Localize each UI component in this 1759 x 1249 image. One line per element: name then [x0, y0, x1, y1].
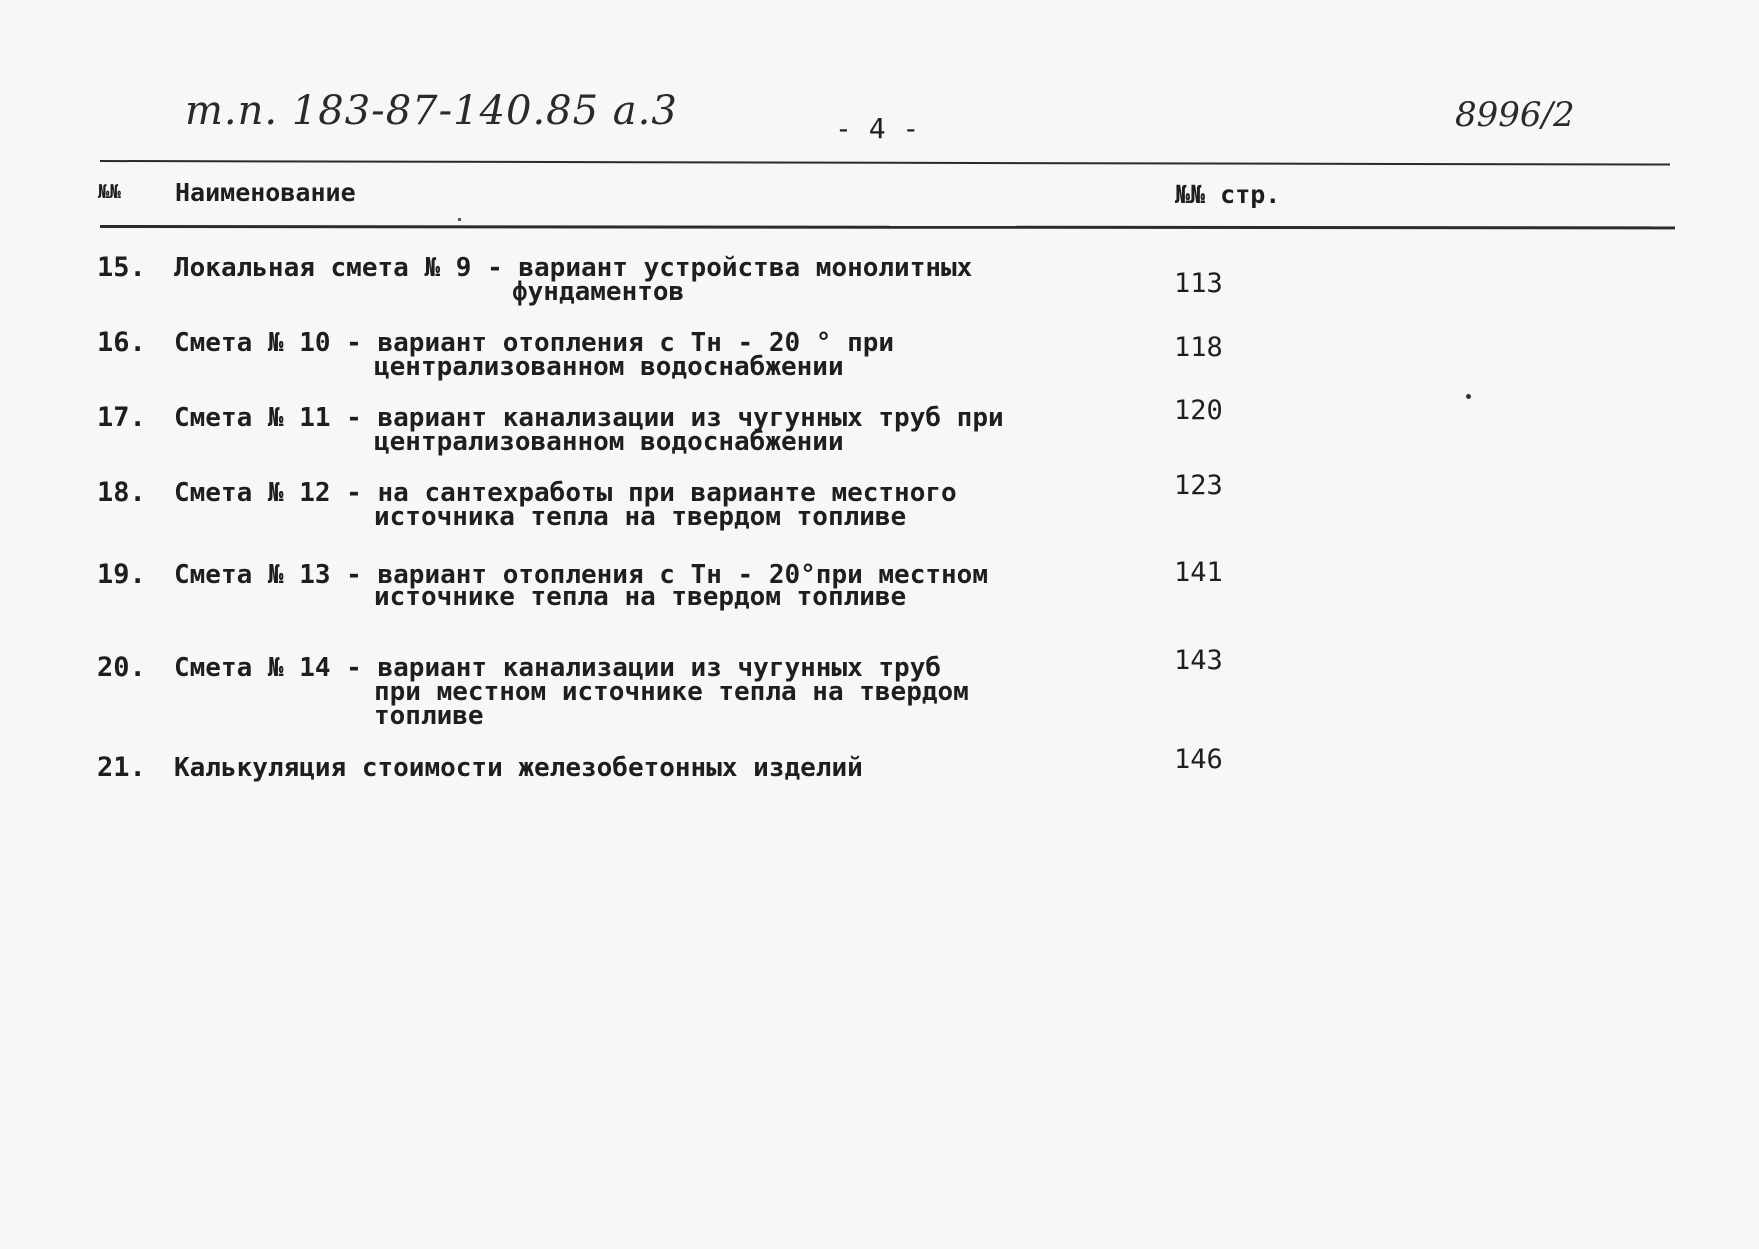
- row-number: 19.: [97, 559, 146, 590]
- row-number: 15.: [97, 252, 146, 283]
- row-number: 21.: [97, 752, 146, 783]
- row-title: Смета № 11 - вариант канализации из чугунных труб при: [174, 403, 1004, 433]
- row-page: 146: [1174, 744, 1223, 775]
- document-number: 8996/2: [1455, 95, 1575, 135]
- row-title-continuation: централизованном водоснабжении: [374, 352, 844, 382]
- row-page: 118: [1174, 332, 1223, 363]
- row-page: 143: [1174, 645, 1223, 676]
- row-title: Смета № 12 - на сантехработы при варианте местного: [174, 478, 957, 508]
- row-page: 123: [1174, 470, 1223, 501]
- row-title: Калькуляция стоимости железобетонных изделий: [174, 753, 863, 783]
- row-title-continuation: топливе: [374, 701, 484, 731]
- row-page: 120: [1174, 395, 1223, 426]
- row-number: 16.: [97, 327, 146, 358]
- column-header-number: №№: [98, 181, 121, 203]
- column-header-name: Наименование: [175, 178, 356, 207]
- scan-speck: [1466, 394, 1471, 399]
- row-title-continuation: источнике тепла на твердом топливе: [374, 582, 907, 612]
- document-code: т.п. 183-87-140.85 а.3: [185, 88, 678, 134]
- scan-speck: [458, 218, 461, 221]
- row-title: Смета № 14 - вариант канализации из чугунных труб: [174, 653, 942, 683]
- row-title-continuation: источника тепла на твердом топливе: [374, 502, 907, 532]
- row-title-continuation: централизованном водоснабжении: [374, 427, 844, 457]
- row-page: 141: [1174, 557, 1223, 588]
- page-number: - 4 -: [835, 112, 920, 145]
- row-number: 17.: [97, 402, 146, 433]
- table-header-rule: [100, 225, 1675, 229]
- row-title: Смета № 13 - вариант отопления с Тн - 20°при местном: [174, 560, 988, 590]
- table-top-rule: [100, 160, 1670, 166]
- row-number: 18.: [97, 477, 146, 508]
- row-title: Локальная смета № 9 - вариант устройства монолитных: [174, 253, 973, 283]
- row-title-continuation: фундаментов: [512, 277, 685, 307]
- row-title-continuation: при местном источнике тепла на твердом: [374, 677, 969, 707]
- column-header-page: №№ стр.: [1175, 180, 1281, 209]
- row-title: Смета № 10 - вариант отопления с Тн - 20 ° при: [174, 328, 895, 358]
- row-page: 113: [1174, 268, 1223, 299]
- row-number: 20.: [97, 652, 146, 683]
